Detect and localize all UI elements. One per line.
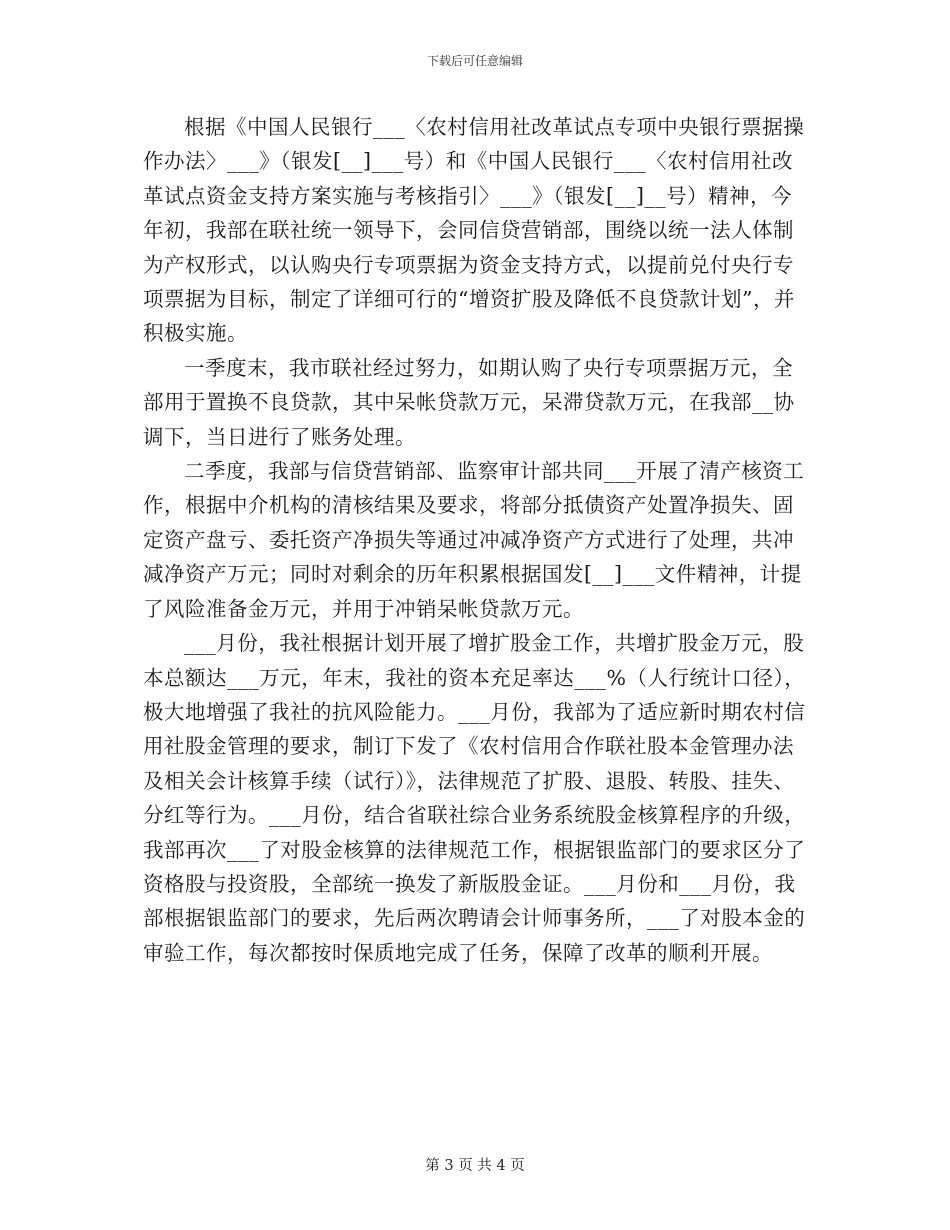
paragraph-1: 根据《中国人民银行___〈农村信用社改革试点专项中央银行票据操作办法〉___》（银发[__]___号）和《中国人民银行___〈农村信用社改革试点资金支持方案实施与考核指引〉___》（银发[__]__号）精神，今年初，我部在联社统一领导下，会同信贷营销部，围绕以统一法人体制为产权形式，以认购央行专项票据为资金支持方式，以提前兑付央行专项票据为目标，制定了详细可行的“增资扩股及降低不良贷款计划”，并积极实施。	[143, 115, 805, 346]
paragraph-3: 二季度，我部与信贷营销部、监察审计部共同___开展了清产核资工作，根据中介机构的清核结果及要求，将部分抵债资产处置净损失、固定资产盘亏、委托资产净损失等通过冲减净资产方式进行了处理，共冲减净资产万元；同时对剩余的历年积累根据国发[__]___文件精神，计提了风险准备金万元，并用于冲销呆帐贷款万元。	[143, 459, 805, 621]
page-header: 下载后可任意编辑	[426, 54, 523, 68]
paragraph-4: ___月份，我社根据计划开展了增扩股金工作，共增扩股金万元，股本总额达___万元，年末，我社的资本充足率达___%（人行统计口径），极大地增强了我社的抗风险能力。___月份，我部为了适应新时期农村信用社股金管理的要求，制订下发了《农村信用合作联社股本金管理办法及相关会计核算手续（试行）》，法律规范了扩股、退股、转股、挂失、分红等行为。___月份，结合省联社综合业务系统股金核算程序的升级，我部再次___了对股金核算的法律规范工作，根据银监部门的要求区分了资格股与投资股，全部统一换发了新版股金证。___月份和___月份，我部根据银监部门的要求，先后两次聘请会计师事务所，___了对股本金的审验工作，每次都按时保质地完成了任务，保障了改革的顺利开展。	[143, 631, 806, 965]
document-body	[143, 110, 811, 970]
page-footer: 第 3 页 共 4 页	[425, 1158, 525, 1174]
paragraph-2: 一季度末，我市联社经过努力，如期认购了央行专项票据万元，全部用于置换不良贷款，其中呆帐贷款万元，呆滞贷款万元，在我部__协调下，当日进行了账务处理。	[143, 355, 795, 449]
